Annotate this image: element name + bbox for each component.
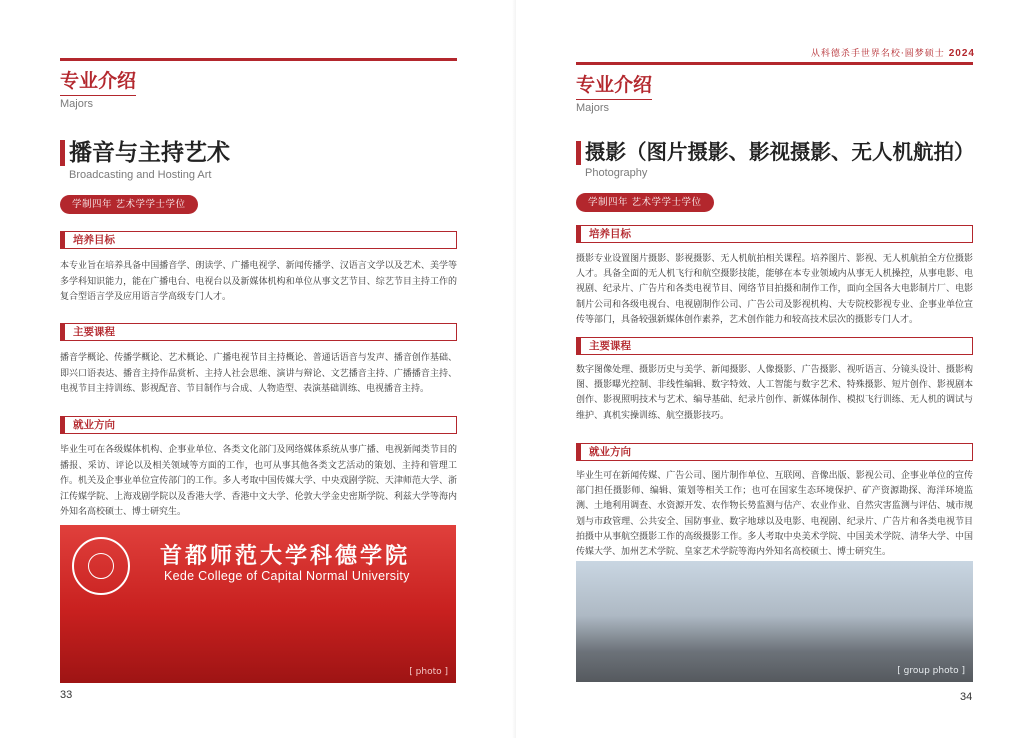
left-page bbox=[0, 0, 516, 738]
section-title-underline bbox=[576, 99, 652, 100]
major-title: 摄影（图片摄影、影视摄影、无人机航拍） bbox=[585, 140, 975, 164]
career-text: 毕业生可在新闻传媒、广告公司、图片制作单位、互联网、音像出版、影视公司、企事业单位的宣传部门担任摄影师、编辑、策划等相关工作；也可在国家生态环境保护、矿产资源勘探、海洋环境监测、土地利用调查、水资源开发、农作物长势监测与估产、农业作业、自然灾害监测与评估、城市规划与市政管理、公共安全、国防事业、数字地球以及电影、电视剧、纪录片、广告片和各类电视节目拍摄中从事航空摄影工作的高级摄影工作。多人考取中央美术学院、中国美术学院、清华大学、中国传媒大学、加州艺术学院、皇家艺术学院等海内外知名高校硕士、博士研究生。 bbox=[576, 471, 973, 558]
top-rule bbox=[576, 62, 973, 65]
heading-marker bbox=[61, 417, 65, 433]
studio-banner-en: Kede College of Capital Normal University bbox=[164, 569, 410, 583]
training-goal-text: 本专业旨在培养具备中国播音学、朗读学、广播电视学、新闻传播学、汉语言文学以及艺术、美学等多学科知识能力，能在广播电台、电视台以及新媒体机构和单位从事文艺节目、综艺节目主持工作的复合型语言学及应用语言学高级专门人才。 bbox=[60, 261, 457, 303]
major-title: 播音与主持艺术 bbox=[69, 140, 230, 166]
section-title: 专业介绍 bbox=[576, 74, 653, 96]
running-head-year: 2024 bbox=[948, 48, 975, 59]
right-page bbox=[516, 0, 1033, 738]
career-heading bbox=[60, 416, 457, 434]
section-title: 专业介绍 bbox=[60, 70, 137, 92]
section-title-underline bbox=[60, 95, 136, 96]
career-heading-text: 就业方向 bbox=[73, 419, 115, 431]
heading-marker bbox=[61, 324, 65, 340]
main-courses-text: 播音学概论、传播学概论、艺术概论、广播电视节目主持概论、普通话语音与发声、播音创作基础、即兴口语表达、播音主持作品赏析、主持人社会思维、演讲与辩论、文艺播音主持、广播播音主持、电视节目主持训练、影视配音、节目制作与合成、人物造型、表演基础训练、电视播音主持。 bbox=[60, 353, 457, 395]
drone-group-photo bbox=[576, 561, 973, 682]
page-number: 33 bbox=[60, 689, 73, 701]
heading-marker bbox=[577, 338, 581, 354]
heading-marker bbox=[577, 444, 581, 460]
studio-photo bbox=[60, 525, 456, 683]
duration-badge: 学制四年 艺术学学士学位 bbox=[60, 195, 198, 214]
training-goal-heading bbox=[576, 225, 973, 243]
heading-marker bbox=[577, 226, 581, 242]
major-title-marker bbox=[60, 140, 65, 166]
career-text: 毕业生可在各级媒体机构、企事业单位、各类文化部门及网络媒体系统从事广播、电视新闻类节目的播报、采访、评论以及相关领域等方面的工作，也可从事其他各类文艺活动的策划、主持和管理工作。机关及企事业单位宣传部门的工作。多人考取中国传媒大学、中央戏剧学院、天津师范大学、浙江传媒学院、上海戏剧学院以及香港大学、香港中文大学、伦敦大学金史密斯学院、利兹大学等海内外知名高校硕士、博士研究生。 bbox=[60, 445, 457, 518]
photo-placeholder-label: [ photo ] bbox=[409, 667, 448, 677]
main-courses-heading-text: 主要课程 bbox=[73, 326, 115, 338]
running-head bbox=[811, 46, 975, 59]
running-head-text: 从科德杀手世界名校·圆梦硕士 bbox=[810, 49, 945, 59]
main-courses-heading-text: 主要课程 bbox=[589, 340, 631, 352]
main-courses-text: 数字图像处理、摄影历史与美学、新闻摄影、人像摄影、广告摄影、视听语言、分镜头设计、摄影构图、摄影曝光控制、非线性编辑、数字特效、人工智能与数字艺术、特殊摄影、短片创作、影视剧本创作、影视照明技术与艺术、编导基础、纪录片创作、新媒体制作、模拟飞行训练、无人机的调试与维护、真机实操训练、航空摄影技巧。 bbox=[576, 365, 973, 421]
section-subtitle: Majors bbox=[576, 102, 610, 114]
training-goal-heading bbox=[60, 231, 457, 249]
main-courses-heading bbox=[60, 323, 457, 341]
top-rule bbox=[60, 58, 457, 61]
career-heading bbox=[576, 443, 973, 461]
major-title-en: Broadcasting and Hosting Art bbox=[69, 169, 212, 181]
college-logo-icon bbox=[72, 537, 130, 595]
section-subtitle: Majors bbox=[60, 98, 94, 110]
career-heading-text: 就业方向 bbox=[589, 446, 631, 458]
photo-placeholder-label: [ group photo ] bbox=[897, 666, 965, 676]
major-title-en: Photography bbox=[585, 167, 648, 179]
training-goal-heading-text: 培养目标 bbox=[589, 228, 631, 240]
heading-marker bbox=[61, 232, 65, 248]
studio-banner-cn: 首都师范大学科德学院 bbox=[160, 543, 411, 569]
training-goal-heading-text: 培养目标 bbox=[73, 234, 115, 246]
page-number: 34 bbox=[960, 691, 973, 703]
training-goal-text: 摄影专业设置图片摄影、影视摄影、无人机航拍相关课程。培养图片、影视、无人机航拍全方位摄影人才。具备全面的无人机飞行和航空摄影技能，能够在本专业领域内从事无人机操控，从事电影、电视剧、纪录片、广告片和各类电视节目、网络节目拍摄和制作工作，面向全国各大电影制片厂、电影制片公司和各级电视台、电视剧制作公司、广告公司及影视机构、大专院校影视专业、企事业单位宣传等部门，具备较强新媒体创作素养，艺术创作能力和较高技术层次的摄影专门人才。 bbox=[576, 254, 973, 325]
major-title-marker bbox=[576, 141, 581, 165]
duration-badge: 学制四年 艺术学学士学位 bbox=[576, 193, 714, 212]
main-courses-heading bbox=[576, 337, 973, 355]
